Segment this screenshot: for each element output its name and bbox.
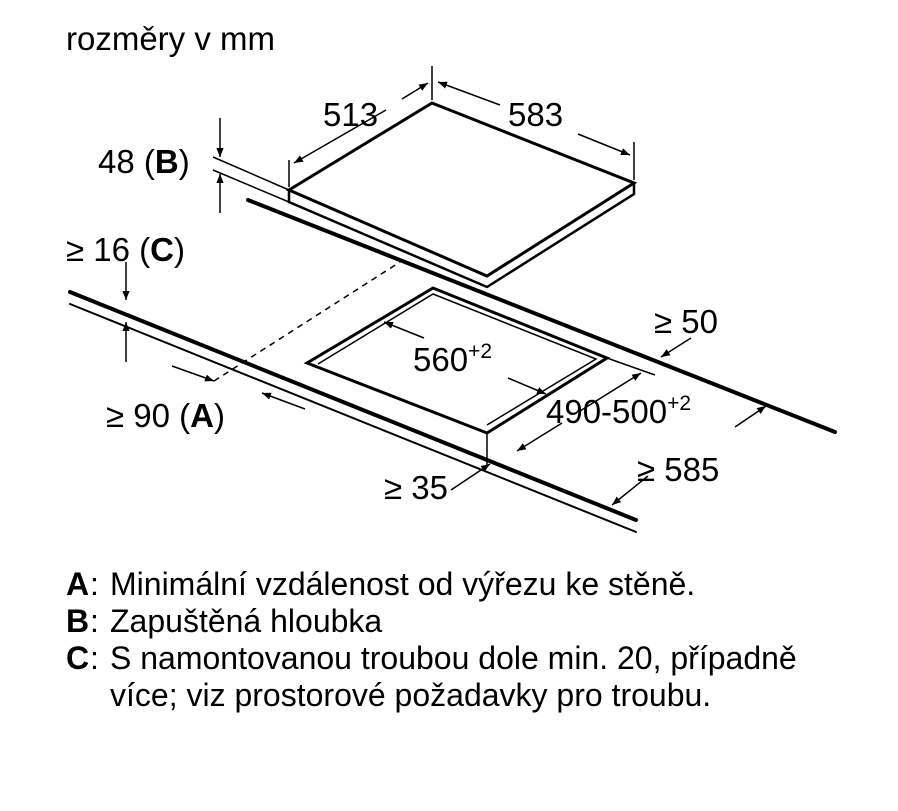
dim-recess-depth: 48 (B) xyxy=(98,143,190,180)
dim-cutout-width: $560^{+2}$ xyxy=(413,340,493,378)
legend-separator: : xyxy=(90,640,99,676)
dim-cutout-depth: $490-500^{+2}$ xyxy=(546,392,692,430)
dim-front-clearance: ≥ 35 xyxy=(384,469,448,506)
legend-letter: C xyxy=(66,640,90,676)
legend-letter: A xyxy=(66,566,90,602)
legend-item-c xyxy=(66,640,866,714)
dim-hob-width: 583 xyxy=(508,96,564,133)
dim-back-clearance: ≥ 50 xyxy=(654,303,718,340)
legend-text: Minimální vzdálenost od výřezu ke stěně. xyxy=(110,566,696,602)
legend-item-a xyxy=(66,566,866,603)
dim-hob-depth: 513 xyxy=(323,96,379,133)
legend-separator: : xyxy=(90,603,99,639)
diagram-title: rozměry v mm xyxy=(66,20,275,57)
legend-separator: : xyxy=(90,566,99,602)
legend-letter: B xyxy=(66,603,90,639)
legend xyxy=(66,566,866,714)
legend-text: Zapuštěná hloubka xyxy=(110,603,383,639)
dim-wall-distance: ≥ 90 (A) xyxy=(106,397,225,434)
dim-worktop-depth: ≥ 585 xyxy=(637,451,720,488)
dim-oven-gap: ≥ 16 (C) xyxy=(66,231,185,268)
legend-item-b xyxy=(66,603,866,640)
legend-text: S namontovanou troubou dole min. 20, případně více; viz prostorové požadavky pro troubu. xyxy=(110,640,797,713)
